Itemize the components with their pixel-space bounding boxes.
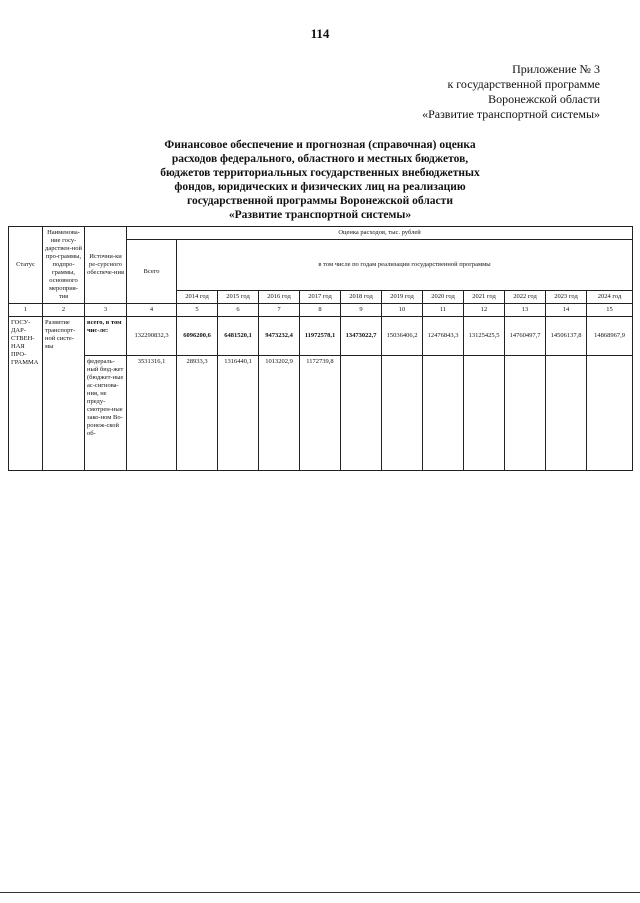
column-number: 6 xyxy=(218,304,259,317)
row-year-value: 1013202,9 xyxy=(259,356,300,471)
scan-edge-line xyxy=(0,892,640,893)
title-line-5: государственной программы Воронежской области xyxy=(187,195,453,207)
row-year-value xyxy=(464,356,505,471)
appendix-line-4: «Развитие транспортной системы» xyxy=(422,107,600,121)
row-year-value: 6096200,6 xyxy=(177,317,218,356)
row-year-value: 28933,3 xyxy=(177,356,218,471)
row-year-value: 6481520,1 xyxy=(218,317,259,356)
row-year-value xyxy=(423,356,464,471)
row-year-value: 15036406,2 xyxy=(382,317,423,356)
header-status: Статус xyxy=(9,227,43,304)
header-name: Наименова-ние госу-дарствен-ной про-граммы, подпро-граммы, основного мероприя-тия xyxy=(43,227,85,304)
page-number: 114 xyxy=(310,26,330,41)
appendix-line-3: Воронежской области xyxy=(488,92,600,106)
row-total-value: 132290832,3 xyxy=(127,317,177,356)
row-name: Развитие транспорт-ной систе-мы xyxy=(43,317,85,471)
column-number-row xyxy=(9,304,633,317)
header-row-1 xyxy=(9,227,633,240)
column-number: 13 xyxy=(505,304,546,317)
row-year-value: 11972578,1 xyxy=(300,317,341,356)
table-row xyxy=(9,317,633,356)
header-year: 2021 год xyxy=(464,291,505,304)
row-year-value xyxy=(587,356,633,471)
column-number: 8 xyxy=(300,304,341,317)
column-number: 11 xyxy=(423,304,464,317)
title-line-6: «Развитие транспортной системы» xyxy=(228,209,412,221)
header-year: 2015 год xyxy=(218,291,259,304)
header-year: 2022 год xyxy=(505,291,546,304)
row-year-value: 12476843,3 xyxy=(423,317,464,356)
column-number: 5 xyxy=(177,304,218,317)
row-year-value xyxy=(382,356,423,471)
header-total: Всего xyxy=(127,240,177,304)
row-year-value xyxy=(546,356,587,471)
table-row xyxy=(9,356,633,471)
appendix-note xyxy=(422,62,600,122)
title-line-3: бюджетов территориальных государственных внебюджетных xyxy=(160,167,480,179)
header-year: 2017 год xyxy=(300,291,341,304)
row-year-value: 1172739,8 xyxy=(300,356,341,471)
row-source: федераль-ный бюд-жет (бюджет-ные ас-сигнова-ния, не преду-смотрен-ные зако-ном Во-ронеж-ской об- xyxy=(85,356,127,471)
row-status: ГОСУ-ДАР-СТВЕН-НАЯ ПРО-ГРАММА xyxy=(9,317,43,471)
title-line-2: расходов федерального, областного и местных бюджетов, xyxy=(171,153,469,165)
row-total-value: 3531316,1 xyxy=(127,356,177,471)
row-source: всего, в том чис-ле: xyxy=(85,317,127,356)
header-year: 2020 год xyxy=(423,291,464,304)
header-by-years: в том числе по годам реализации государственной программы xyxy=(177,240,633,291)
column-number: 14 xyxy=(546,304,587,317)
header-year: 2016 год xyxy=(259,291,300,304)
row-year-value: 14506137,8 xyxy=(546,317,587,356)
appendix-line-1: Приложение № 3 xyxy=(512,62,600,76)
header-year: 2023 год xyxy=(546,291,587,304)
header-estimate: Оценка расходов, тыс. рублей xyxy=(127,227,633,240)
column-number: 4 xyxy=(127,304,177,317)
title-line-1: Финансовое обеспечение и прогнозная (справочная) оценка xyxy=(164,139,476,151)
column-number: 9 xyxy=(341,304,382,317)
finance-table xyxy=(8,226,633,471)
document-title xyxy=(40,138,600,222)
column-number: 1 xyxy=(9,304,43,317)
row-year-value xyxy=(505,356,546,471)
column-number: 3 xyxy=(85,304,127,317)
header-year: 2024 год xyxy=(587,291,633,304)
row-year-value: 13473022,7 xyxy=(341,317,382,356)
column-number: 12 xyxy=(464,304,505,317)
row-year-value: 14868967,9 xyxy=(587,317,633,356)
row-year-value: 14760497,7 xyxy=(505,317,546,356)
header-year: 2014 год xyxy=(177,291,218,304)
title-line-4: фондов, юридических и физических лиц на реализацию xyxy=(174,181,466,193)
column-number: 2 xyxy=(43,304,85,317)
column-number: 7 xyxy=(259,304,300,317)
header-source: Источни-ки ре-сурсного обеспече-ния xyxy=(85,227,127,304)
row-year-value: 1316440,1 xyxy=(218,356,259,471)
row-year-value: 9473232,4 xyxy=(259,317,300,356)
row-year-value: 13125425,5 xyxy=(464,317,505,356)
header-year: 2019 год xyxy=(382,291,423,304)
row-year-value xyxy=(341,356,382,471)
appendix-line-2: к государственной программе xyxy=(447,77,600,91)
header-year: 2018 год xyxy=(341,291,382,304)
column-number: 10 xyxy=(382,304,423,317)
column-number: 15 xyxy=(587,304,633,317)
